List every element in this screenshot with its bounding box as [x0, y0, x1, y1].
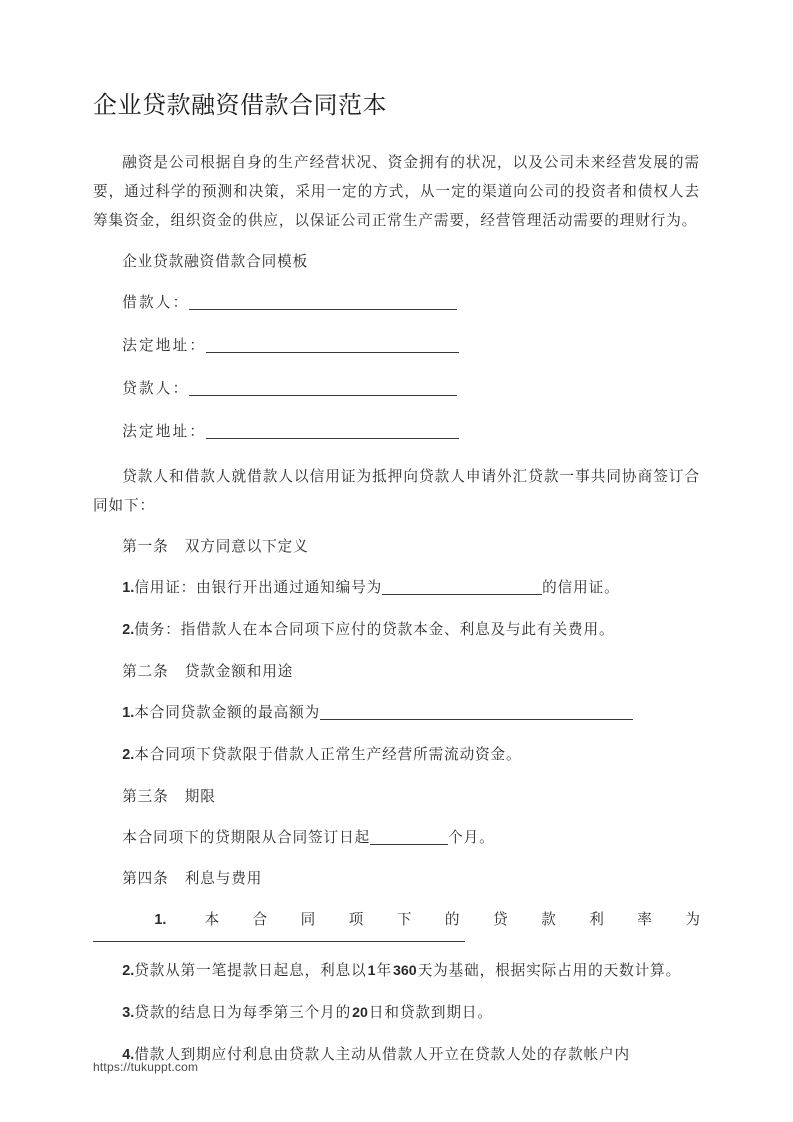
article-3-item-1: [93, 823, 700, 852]
item-text: 本合同项下的贷期限从合同签订日起: [122, 829, 371, 846]
article-number: 第三条: [122, 788, 169, 805]
article-4-item-1-blank-input[interactable]: [93, 941, 465, 942]
article-title: 期限: [184, 788, 216, 805]
item-number-value: 1: [367, 963, 376, 979]
article-number: 第二条: [122, 663, 169, 680]
preamble-paragraph: 贷款人和借款人就借款人以信用证为抵押向贷款人申请外汇贷款一事共同协商签订合同如下：: [93, 468, 700, 514]
party-blank-input[interactable]: [189, 295, 457, 310]
article-1-item-1: [93, 573, 700, 603]
item-text-after: 的信用证。: [542, 579, 620, 596]
item-blank-input[interactable]: [370, 830, 448, 845]
article-2-item-2: [93, 740, 700, 770]
party-label: 法定地址：: [122, 337, 207, 354]
article-1-item-2: [93, 615, 700, 645]
article-heading-4: [93, 864, 700, 893]
party-label: 贷款人：: [122, 380, 190, 397]
article-heading-1: [93, 532, 700, 561]
article-title: 贷款金额和用途: [184, 663, 294, 680]
article-4-item-3: [93, 998, 700, 1028]
item-number-value: 20: [352, 1005, 368, 1021]
item-number: 2.: [122, 963, 135, 979]
article-heading-3: [93, 782, 700, 811]
party-label: 法定地址：: [122, 423, 207, 440]
document-body: [93, 88, 700, 1070]
party-blank-input[interactable]: [206, 424, 459, 439]
item-number: 1.: [122, 705, 135, 721]
item-number: 2.: [122, 747, 135, 763]
footer-watermark-url: https://tukuppt.com: [93, 1060, 199, 1074]
party-field-lender: [93, 374, 700, 403]
item-text-c: 天为基础，根据实际占用的天数计算。: [417, 962, 682, 979]
item-number-value: 360: [393, 963, 417, 979]
item-text-b: 日和贷款到期日。: [368, 1004, 493, 1021]
intro-paragraph: 融资是公司根据自身的生产经营状况、资金拥有的状况，以及公司未来经营发展的需要，通过科学的预测和决策，采用一定的方式，从一定的渠道向公司的投资者和债权人去筹集资金，组织资金的供应，以保证公司正常生产需要，经营管理活动需要的理财行为。: [93, 154, 700, 229]
item-number: 2.: [122, 622, 135, 638]
item-number: 4.: [122, 1047, 135, 1063]
item-text: 债务：指借款人在本合同项下应付的贷款本金、利息及与此有关费用。: [134, 621, 615, 638]
item-text: 本合同项下贷款限于借款人正常生产经营所需流动资金。: [134, 746, 522, 763]
article-title: 双方同意以下定义: [184, 538, 309, 555]
item-number: 1.: [122, 580, 135, 596]
party-field-lender-address: [93, 417, 700, 446]
party-blank-input[interactable]: [206, 338, 459, 353]
item-number: 1.: [154, 912, 167, 928]
item-text: 本合同项下的贷款利率为: [204, 911, 700, 928]
page-title: 企业贷款融资借款合同范本: [93, 91, 387, 119]
article-title: 利息与费用: [184, 870, 263, 887]
party-field-borrower-address: [93, 331, 700, 360]
article-4-item-2: [93, 956, 700, 986]
article-heading-2: [93, 657, 700, 686]
item-text: 本合同贷款金额的最高额为: [134, 704, 321, 721]
article-number: 第四条: [122, 870, 169, 887]
item-text-a: 贷款从第一笔提款日起息，利息以: [134, 962, 367, 979]
party-field-borrower: [93, 288, 700, 317]
item-text: 信用证：由银行开出通过通知编号为: [134, 579, 383, 596]
party-label: 借款人：: [122, 294, 190, 311]
item-text-after: 个月。: [448, 829, 495, 846]
item-text: 借款人到期应付利息由贷款人主动从借款人开立在贷款人处的存款帐户内: [134, 1046, 631, 1063]
item-text-b: 年: [376, 962, 393, 979]
article-4-item-1: [93, 905, 700, 935]
item-number: 3.: [122, 1005, 135, 1021]
subtitle-line: 企业贷款融资借款合同模板: [122, 253, 309, 270]
item-text-a: 贷款的结息日为每季第三个月的: [134, 1004, 352, 1021]
article-2-item-1: [93, 698, 700, 728]
party-blank-input[interactable]: [189, 381, 457, 396]
item-blank-input[interactable]: [320, 705, 633, 720]
item-blank-input[interactable]: [382, 580, 542, 595]
article-number: 第一条: [122, 538, 169, 555]
